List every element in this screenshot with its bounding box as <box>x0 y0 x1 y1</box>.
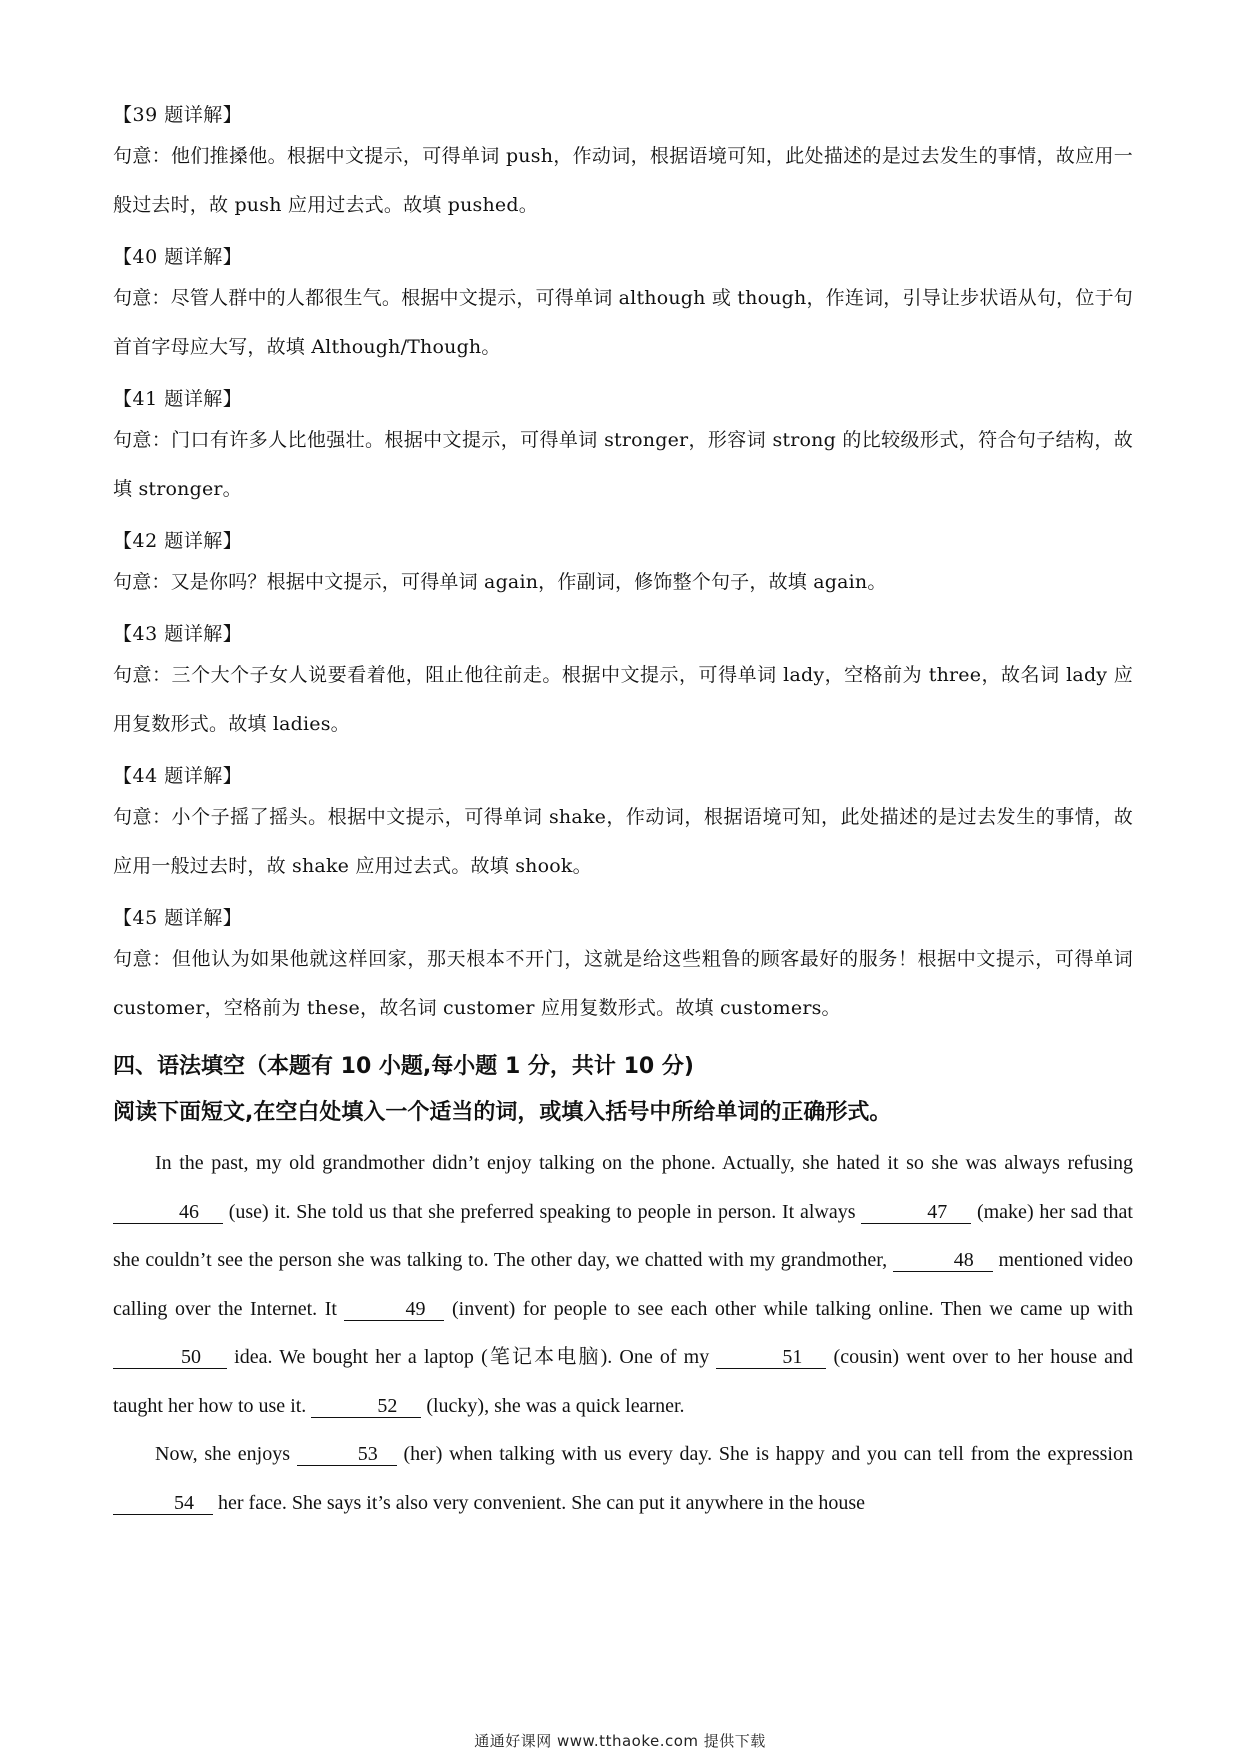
explanation-text: 句意：他们推搡他。根据中文提示，可得单词 push，作动词，根据语境可知，此处描述的是过去发生的事情，故应用一般过去时，故 push 应用过去式。故填 pushed。 <box>113 145 1133 216</box>
explanation-heading: 【39 题详解】 <box>113 104 243 126</box>
passage-paragraph-2 <box>113 1430 1133 1527</box>
passage-text: (use) it. She told us that she preferred speaking to people in person. It always <box>223 1200 862 1223</box>
explanation-40 <box>113 242 1133 372</box>
explanation-text: 句意：门口有许多人比他强壮。根据中文提示，可得单词 stronger，形容词 strong 的比较级形式，符合句子结构，故填 stronger。 <box>113 429 1133 500</box>
blank-49[interactable]: 49 <box>344 1298 444 1321</box>
page-content <box>113 100 1133 1527</box>
passage-text: (lucky), she was a quick learner. <box>421 1394 685 1417</box>
passage-text: In the past, my old grandmother didn’t enjoy talking on the phone. Actually, she hated it so she was always refusing <box>155 1152 1133 1174</box>
cloze-passage <box>113 1139 1133 1527</box>
blank-52[interactable]: 52 <box>311 1395 421 1418</box>
passage-text: (her) when talking with us every day. She is happy and you can tell from the expression <box>396 1443 1133 1465</box>
explanation-heading: 【41 题详解】 <box>113 388 243 410</box>
explanation-39 <box>113 100 1133 230</box>
passage-text: mentioned video calling over the Internet. It <box>113 1249 1133 1320</box>
explanation-heading: 【44 题详解】 <box>113 765 243 787</box>
blank-50[interactable]: 50 <box>113 1346 227 1369</box>
page-footer: 通通好课网 www.tthaoke.com 提供下载 <box>474 1732 766 1750</box>
blank-51[interactable]: 51 <box>716 1346 826 1369</box>
blank-54[interactable]: 54 <box>113 1492 213 1515</box>
explanation-text: 句意：但他认为如果他就这样回家，那天根本不开门，这就是给这些粗鲁的顾客最好的服务！根据中文提示，可得单词 customer，空格前为 these，故名词 customer 应用复数形式。故填 customers。 <box>113 948 1133 1019</box>
passage-text: (make) her sad that she couldn’t see the person she was talking to. The other day, we chatted with my grandmother, <box>113 1200 1133 1271</box>
explanation-text: 句意：三个大个子女人说要看着他，阻止他往前走。根据中文提示，可得单词 lady，空格前为 three，故名词 lady 应用复数形式。故填 ladies。 <box>113 664 1133 735</box>
explanation-43 <box>113 619 1133 749</box>
explanation-45 <box>113 903 1133 1033</box>
explanation-heading: 【45 题详解】 <box>113 907 243 929</box>
explanation-text: 句意：尽管人群中的人都很生气。根据中文提示，可得单词 although 或 though，作连词，引导让步状语从句，位于句首首字母应大写，故填 Although/Though。 <box>113 287 1133 358</box>
explanation-44 <box>113 761 1133 891</box>
passage-paragraph-1 <box>113 1139 1133 1430</box>
explanation-heading: 【40 题详解】 <box>113 246 243 268</box>
blank-53[interactable]: 53 <box>297 1443 397 1466</box>
passage-text: Now, she enjoys <box>155 1443 297 1465</box>
explanation-text: 句意：又是你吗？根据中文提示，可得单词 again，作副词，修饰整个句子，故填 again。 <box>113 571 887 593</box>
section-instruction: 阅读下面短文,在空白处填入一个适当的词，或填入括号中所给单词的正确形式。 <box>113 1100 892 1125</box>
passage-text: idea. We bought her a laptop (笔记本电脑). One of my <box>227 1346 717 1368</box>
explanation-42 <box>113 526 1133 607</box>
explanation-text: 句意：小个子摇了摇头。根据中文提示，可得单词 shake，作动词，根据语境可知，此处描述的是过去发生的事情，故应用一般过去时，故 shake 应用过去式。故填 shook。 <box>113 806 1133 877</box>
explanation-heading: 【42 题详解】 <box>113 530 243 552</box>
passage-text: (invent) for people to see each other while talking online. Then we came up with <box>444 1297 1133 1320</box>
blank-47[interactable]: 47 <box>861 1201 971 1224</box>
passage-text: her face. She says it’s also very convenient. She can put it anywhere in the house <box>213 1491 866 1514</box>
section-title: 四、语法填空（本题有 10 小题,每小题 1 分，共计 10 分) <box>113 1054 694 1079</box>
explanation-41 <box>113 384 1133 514</box>
blank-48[interactable]: 48 <box>893 1249 993 1272</box>
passage-text: (cousin) went over to her house and taught her how to use it. <box>113 1346 1133 1417</box>
explanation-heading: 【43 题详解】 <box>113 623 243 645</box>
blank-46[interactable]: 46 <box>113 1201 223 1224</box>
